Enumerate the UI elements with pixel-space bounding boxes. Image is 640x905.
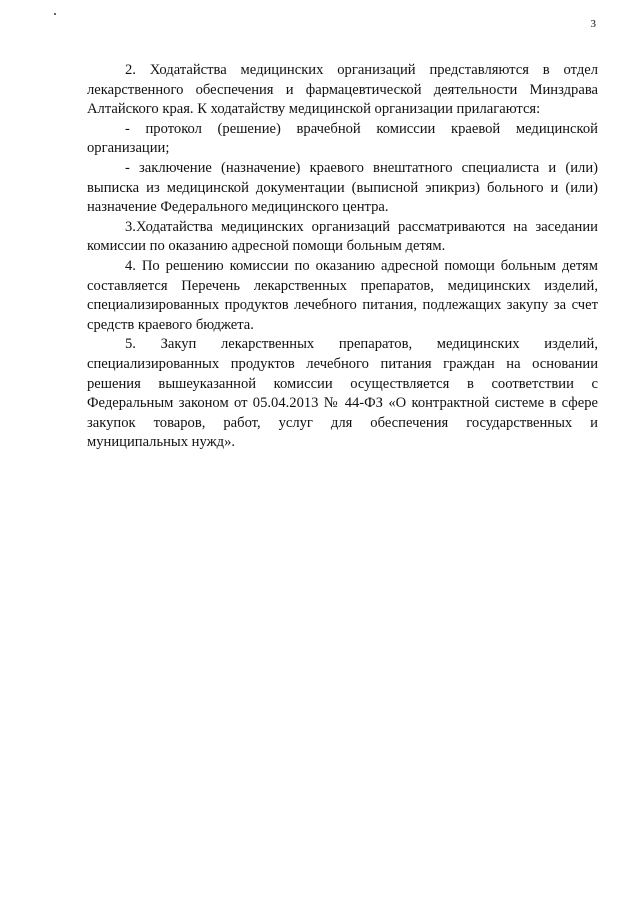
page-number: 3 xyxy=(590,18,596,30)
paragraph-4-list: 4. По решению комиссии по оказанию адресной помощи больным детям составляется Перечень лекарственных препаратов, медицинских изделий, специализированных продуктов лечебного питания, подлежащих закупу за счет средств краевого бюджета. xyxy=(87,257,598,333)
paragraph-protocol-item: - протокол (решение) врачебной комиссии краевой медицинской организации; xyxy=(87,120,598,157)
paragraph-5-procurement: 5. Закуп лекарственных препаратов, медицинских изделий, специализированных продуктов лечебного питания граждан на основании решения вышеуказанной комиссии осуществляется в соответствии с Федеральным законом от 05.04.2013 № 44-ФЗ «О контрактной системе в сфере закупок товаров, работ, услуг для обеспечения государственных и муниципальных нужд». xyxy=(87,336,598,451)
paragraph-conclusion-item: - заключение (назначение) краевого внештатного специалиста и (или) выписка из медицинской документации (выписной эпикриз) больного и (или) назначение Федерального медицинского центра. xyxy=(87,159,598,216)
scan-speck xyxy=(54,13,56,15)
document-body xyxy=(87,61,598,453)
paragraph-3-review: 3.Ходатайства медицинских организаций рассматриваются на заседании комиссии по оказанию адресной помощи больным детям. xyxy=(87,218,598,255)
paragraph-2-petitions: 2. Ходатайства медицинских организаций представляются в отдел лекарственного обеспечения и фармацевтической деятельности Минздрава Алтайского края. К ходатайству медицинской организации прилагаются: xyxy=(87,62,598,118)
